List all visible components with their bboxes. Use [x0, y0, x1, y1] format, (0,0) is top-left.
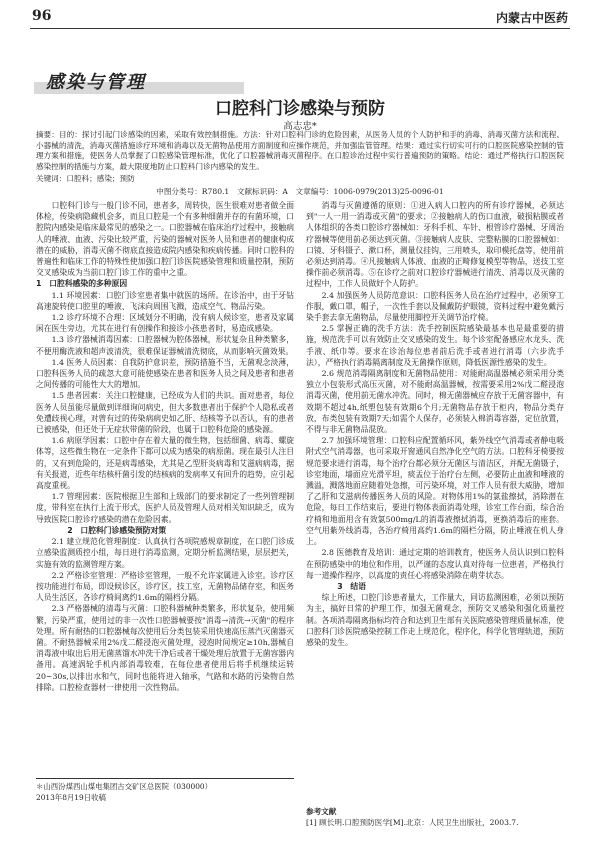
paragraph: 2.3 严格器械的清毒与灭菌：口腔科器械种类繁多，形状复杂，使用频繁，污染严重，使用过的非一次性口腔器械要按"消毒→清洗→灭菌"的程序处理。所有耐热的口腔器械每次使用后分类包装采用快速高压蒸汽灭菌器灭菌。不耐热器械采用2%戊二醛浸泡灭菌处理，浸泡时间规定≥10h,器械自消毒液中取出后用无菌蒸馏水冲洗干净后或者干燥处理后放置于无菌容器内备用。高速涡轮手机内部消毒较难，在每位患者使用后将手机继续运转20~30s,以排出水和气，同时也能将进入轴承，气路和水路的污染物自然排除。口腔检查器材一律使用一次性物品。	[36, 604, 294, 692]
running-header	[30, 6, 570, 29]
body-column-left	[36, 200, 294, 775]
author-affiliation: ＊山西汾煤西山煤电集团古交矿区总医院（030000）	[36, 782, 213, 791]
paragraph: 2.8 医德教育及培训：通过定期的培训教育，使医务人员认识到口腔科在预防感染中的地位和作用，以严谨的态度认真对待每一位患者，严格执行每一道操作程序，以高度的责任心将感染消除在萌芽状态。	[306, 548, 564, 580]
journal-name: 内蒙古中医药	[495, 11, 568, 25]
keywords: 关键词：口腔科；感染；预防	[36, 174, 135, 183]
paragraph: 消毒与灭菌遵循的原则：①进入病人口腔内的所有诊疗器械，必须达到"一人一用一消毒或灭菌"的要求；②接触病人的伤口血液，破损粘膜或者人体组织的各类口腔诊疗器械如：牙科手机、车针、根管诊疗器械、牙周治疗器械等使用前必须达到灭菌。③接触病人皮肤、完整粘膜的口腔器械如：口镜、牙科镊子、漱口杯，测量仪挂钩，三用喷头，取印模托盘等，使用前必须达到消毒。④凡接触病人体液、血液的正畸修复模型等物品，送技工室操作前必须消毒。⑤在诊疗之前对口腔诊疗器械进行清洗、消毒以及灭菌的过程中，工作人员做好个人防护。	[306, 201, 564, 289]
section-heading: 1 口腔科感染的多种原因	[36, 279, 128, 289]
paragraph: 2.2 严格诊室管理：严格诊室管理，一般不允许家属进入诊室。诊疗区按功能进行布局，即设候诊区，诊疗区，技工室，无菌物品储存室，和医务人员生活区，各诊疗椅间离约1.6m的隔档分隔。	[36, 570, 294, 603]
references	[306, 806, 564, 828]
references-heading: 参考文献	[306, 807, 337, 816]
paragraph: 1.1 环境因素：口腔门诊室患者集中就医的场所。在诊治中，由于牙钻高速旋转使口腔里的唾液、飞沫向周围飞溅，造成空气、物品污染。	[36, 290, 294, 311]
footnote	[36, 778, 294, 803]
reference-item: [1] 顾长明.口腔预防医学[M].北京：人民卫生出版社，2003.7.	[306, 818, 519, 827]
section-banner	[34, 62, 264, 96]
paragraph: 2.6 规范消毒隔离制度和无菌物品使用：对能耐高温器械必须采用分类独立小包装形式高压灭菌，对不能耐高温器械，按需要采用2%戊二醛浸泡消毒灭菌，使用前无菌水冲洗。同时，棉无菌器械应存放于无菌容器中，有效期不超过4h,纸塑包装有效期6个月;无菌物品存放于柜内，物品分类存放，布类包装有效期7天;如需个人保存，必须装入棉消毒容器，定位放置，不得与非无菌物品混放。	[306, 369, 564, 435]
section-heading: 3 结语	[337, 581, 367, 591]
article-author: 高志忠*	[283, 121, 317, 132]
classification-line: 中图分类号：R780.1 文献标识码：A 文章编号：1006-0979(2013)25-0096-01	[156, 187, 444, 196]
section-heading: 2 口腔科门诊感染预防对策	[67, 525, 167, 535]
paragraph: 2.5 掌握正确的洗手方法：洗手控制医院感染最基本也是最重要的措施，规范洗手可以有效防止交叉感染的发生。每个诊室配备感应水龙头、洗手液、纸巾等。要求在诊治每位患者前后洗手或者进行消毒（六步洗手法），严格执行消毒隔离制度及无菌操作原则，降低医源性感染的发生。	[306, 324, 564, 367]
paragraph: 综上所述，口腔门诊患者量大，工作量大，同访监测困难，必须以预防为主，搞好日常的护理工作，加强无菌观念，预防交叉感染和强化质量控制。各项消毒隔离指标均符合和达到卫生部有关医院感染管理质量标准，使口腔科门诊医院感染控制工作走上规范化，程序化，科学化管理轨道，预防感染的发生。	[306, 593, 564, 647]
paragraph: 1.2 诊疗环境不合理：区域划分不明确，没有病人候诊室，患者及家属闲在医生旁边，尤其在进行有创操作和接诊小孩患者时，易造成感染。	[36, 313, 294, 334]
abstract: 摘要：目的：探讨引起门诊感染的因素，采取有效控制措施。方法：针对口腔科门诊的危险因素，从医务人员的个人防护和手的消毒、消毒灭菌方法和流程、小器械的清洗，消毒灭菌措施诊疗环境和消毒以及无菌物品使用方面制度和应操作规范，并加强监管管理。结果：通过实行切实可行的口腔医院感染控制的管理方案和措施，使医务人员掌握了口腔感染管理标准，优化了口腔器械消毒灭菌程序。在口腔诊治过程中实行普遍预防的策略。结论：通过严格执行口腔医院感染控制的措施与方案，最大限度地防止口腔科门诊内感染的发生。	[36, 130, 564, 171]
page-number: 96	[32, 8, 52, 24]
paragraph: 1.3 诊疗器械消毒因素：口腔器械为腔体器械，形状复杂且种类繁多，不便用酶洗液和超声波清洗，很难保证器械清洗彻底，从而影响灭菌效果。	[36, 335, 294, 356]
paragraph: 口腔科门诊与一般门诊不同，患者多，周转快，医生很难对患者做全面体检，传染病隐藏机会多，而且口腔是一个有多种细菌并存的有菌环境，口腔院内感染是临床最常见的感染之一。口腔器械在临床治疗过程中，接触病人的唾液、血液、污染比较严重，污染的器械对医务人员和患者的健康构成潜在的威胁，消毒灭菌不彻底直接造成院内感染和疾病传播。同时口腔科的普遍性和临床工作的特殊性使加强口腔门诊医院感染管理和质量控制，预防交叉感染成为当前口腔门诊工作的重中之重。	[36, 201, 294, 278]
paragraph: 2.1 建立规范化管理制度：认真执行各项院感规章制度，在口腔门诊成立感染监测质控小组，每日进行消毒监测，定期分析监测结果，层层把关，实施有效的监测管理方案。	[36, 537, 294, 569]
paragraph: 1.6 病原学因素：口腔中存在着大量的微生物，包括细菌、病毒、螺旋体等，这些微生物在一定条件下都可以成为感染的病原菌。现在最引人注目的，又有到危险的，还是病毒感染，尤其是乙型肝炎病毒和艾滋病病毒，据有关报道，近些年结核杆菌引发的结核病的发病率又有回升的趋势，应引起高度重视。	[36, 436, 294, 491]
paragraph: 1.7 管理因素：医院根据卫生部和上级部门的要求制定了一些列管理制度，带科室在执行上流于形式，医护人员及管理人员对相关知识缺乏，成为导致医院口腔诊疗感染的潜在危险因素。	[36, 492, 294, 524]
article-title: 口腔科门诊感染与预防	[215, 99, 385, 119]
section-label: 感染与管理	[46, 72, 146, 93]
body-column-right	[306, 200, 564, 805]
paragraph: 2.7 加强环境管理：口腔科应配置循环风，紫外线空气消毒或者静电吸附式空气消毒器，也可采取开窗通风自然净化空气的方法。口腔科牙椅要按规范要求进行消毒，每个治疗台都必须分无菌区与清洁区，并配无菌镊子，诊室地面，墙面应光滑平坦，痰盂位于治疗台左侧，必要防止血液和唾液的溅溢，溅落地面应随着处急擦，可污染环境，对工作人员有很大威胁，增加了乙肝和艾滋病传播医务人员的风险。对物体用1%的氯盐擦拭，消除潜在危险，每日工作结束后，要进行物体表面消毒处理，诊室工作台面，综合治疗椅和地面用含有效氯500mg/L的消毒液擦拭消毒，更换消毒后的座套。空气用紫外线消毒，各治疗椅用高约1.6m的隔栏分隔，防止唾液在机人身上。	[306, 436, 564, 547]
paragraph: 1.4 医务人员因素：自我防护意识差，预防措施不当，无菌观念淡薄，口腔科医务人员的疏忽大意可能使感染在患者和医务人员之间及患者和患者之间传播的可能性大大的增加。	[36, 357, 294, 390]
received-date: 2013年8月19日收稿	[36, 793, 106, 802]
paragraph: 2.4 加强医务人员防范意识：口腔科医务人员在治疗过程中，必须穿工作服，戴口罩，帽子，一次性手套以及佩戴防护眼镜，资料过程中避免戴污染手套去拿无菌物品，尽量使用脚控开关调节治疗椅。	[306, 290, 564, 323]
paragraph: 1.5 患者因素：关注口腔健康，已经成为人们的共识。面对患者，每位医务人员虽能尽量做到详细询问病史，但大多数患者出于保护个人隐私或者免遭歧视心理，对曾有过的传染病病史如乙肝、结核等予以否认，有的患者已被感染，但还处于无症状带菌的阶段，也属于口腔科危险的感染源。	[36, 391, 294, 435]
